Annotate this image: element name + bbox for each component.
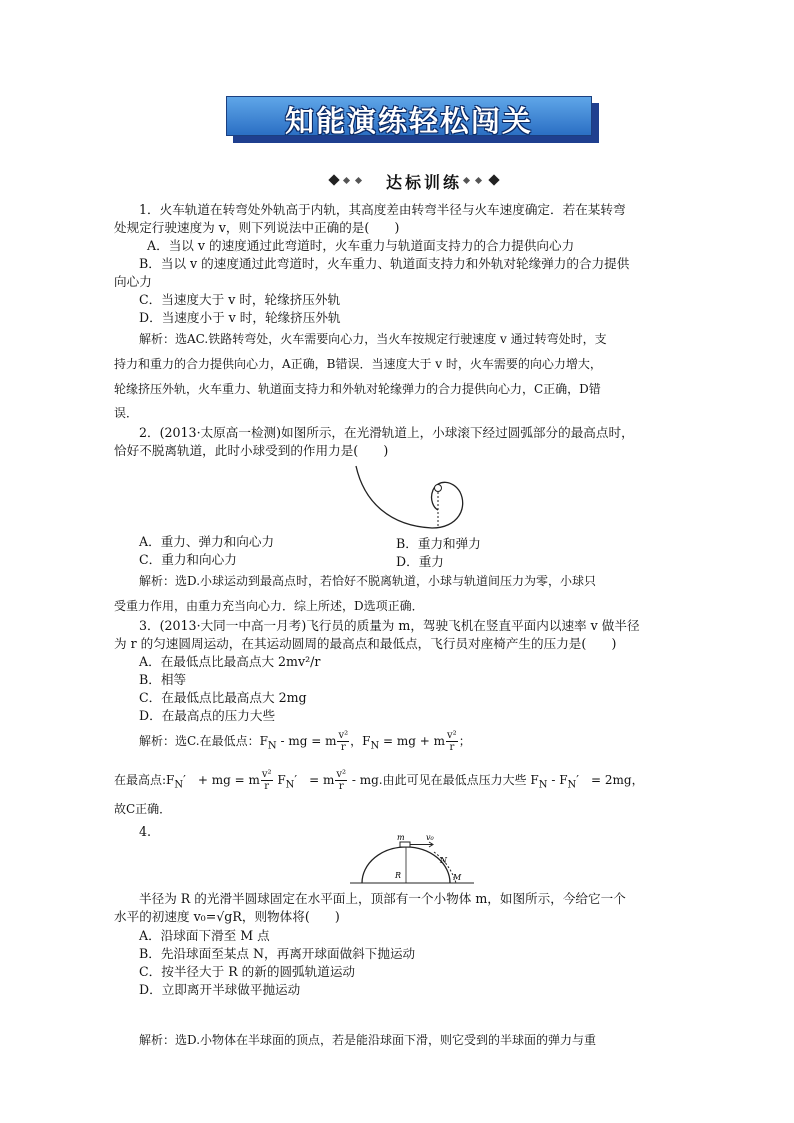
q1-option-b-line2: 向心力 [114,274,152,289]
q4-option-a: A．沿球面下滑至 M 点 [139,928,270,943]
q3-option-a: A．在最低点比最高点大 2mv²/r [139,654,321,669]
section-header [330,170,500,192]
subscript: N [267,740,277,752]
fraction-numerator: v² [261,769,272,780]
q1-explanation-line3: 轮缘挤压外轨，火车重力、轨道面支持力和外轨对轮缘弹力的合力提供向心力，C正确，D错 [114,382,601,396]
q2-option-d: D．重力 [396,554,444,569]
label-n: N [440,856,447,865]
q2-option-c: C．重力和向心力 [139,552,237,567]
fraction-denominator: r [449,742,455,753]
fraction [261,769,273,792]
q3-option-b: B．相等 [139,672,187,687]
fraction [446,730,458,753]
exp-text: = mg + m [379,734,446,748]
diamond-icon [488,174,499,185]
fraction-denominator: r [264,781,270,792]
q2-stem-line2: 恰好不脱离轨道，此时小球受到的作用力是( ) [114,443,389,458]
block-icon [400,842,410,847]
label-r: R [395,871,402,880]
q1-option-b-line1: B．当以 v 的速度通过此弯道时，火车重力、轨道面支持力和外轨对轮缘弹力的合力提供 [139,256,630,271]
q2-explanation-line2: 受重力作用，由重力充当向心力．综上所述，D选项正确． [114,599,424,613]
exp-text: ，F [350,734,371,748]
q4-stem-line1: 半径为 R 的光滑半圆球固定在水平面上，顶部有一个小物体 m，如图所示，今给它一个 [139,891,626,906]
diamond-small-icon [475,177,482,184]
q4-explanation-line1: 解析：选D.小物体在半球面的顶点，若是能沿球面下滑，则它受到的半球面的弹力与重 [139,1033,597,1047]
q3-stem-line1: 3．(2013·大同一中高一月考)飞行员的质量为 m，驾驶飞机在竖直平面内以速率 v 做半径 [139,618,640,633]
q3-explanation-line3: 故C正确． [114,802,172,816]
q4-number: 4. [139,824,152,839]
subscript: N [567,779,577,791]
fraction-numerator: v² [338,730,349,741]
q1-option-a: A．当以 v 的速度通过此弯道时，火车重力与轨道面支持力的合力提供向心力 [147,238,575,253]
subscript: N [285,779,295,791]
fraction-denominator: r [340,742,346,753]
fraction-numerator: v² [447,730,457,741]
q3-option-c: C．在最低点比最高点大 2mg [139,690,307,705]
q1-stem-line1: 1．火车轨道在转弯处外轨高于内轨，其高度差由转弯半径与火车速度确定．若在某转弯 [139,202,626,217]
exp-text: ′ = 2mg， [576,773,644,787]
diamond-small-icon [355,177,362,184]
fraction [337,730,349,753]
exp-text: ′ + mg = m [183,773,260,787]
diamond-small-icon [343,177,350,184]
q2-stem-line1: 2．(2013·太原高一检测)如图所示，在光滑轨道上，小球滚下经过圆弧部分的最高点时， [139,425,634,440]
q1-explanation-line2: 持力和重力的合力提供向心力，A正确，B错误．当速度大于 v 时，火车需要的向心力增大， [114,357,602,371]
q3-explanation-line1 [139,730,471,755]
exp-text: 在最高点:F [114,773,175,787]
q2-option-a: A．重力、弹力和向心力 [139,534,275,549]
q4-option-d: D．立即离开半球做平抛运动 [139,982,301,997]
fraction-denominator: r [338,781,344,792]
diamond-icon [328,174,339,185]
subscript: N [538,779,548,791]
q2-explanation-line1: 解析：选D.小球运动到最高点时，若恰好不脱离轨道，小球与轨道间压力为零，小球只 [139,574,597,588]
fraction-numerator: v² [336,769,347,780]
exp-text: - mg.由此可见在最低点压力大些 F [348,773,539,787]
exp-text: ′ = m [294,773,335,787]
loop-track-path [356,466,463,528]
label-m: m [397,833,405,842]
q3-explanation-line2 [114,769,644,794]
exp-text: - F [547,773,568,787]
q4-stem-line2: 水平的初速度 v₀=√gR，则物体将( ) [114,909,340,924]
q1-explanation-line4: 误． [114,406,139,420]
q3-option-d: D．在最高点的压力大些 [139,708,276,723]
q4-option-b: B．先沿球面至某点 N，再离开球面做斜下抛运动 [139,946,416,961]
loop-track-figure [350,462,470,532]
subscript: N [370,740,380,752]
page-title: 知能演练轻松闯关 [284,104,533,138]
exp-text: - mg = m [276,734,337,748]
ball-icon [435,485,442,492]
label-m-point: M [453,873,462,882]
fraction [335,769,347,792]
title-banner [226,96,596,140]
q1-option-c: C．当速度大于 v 时，轮缘挤压外轨 [139,292,341,307]
q1-stem-line2: 处规定行驶速度为 v，则下列说法中正确的是( ) [114,220,400,235]
subscript: N [174,779,184,791]
label-v0: v₀ [426,833,434,842]
section-label: 达标训练 [386,173,463,192]
hemisphere-figure [350,833,480,888]
exp-text: F [273,773,286,787]
q1-explanation-line1: 解析：选AC.铁路转弯处，火车需要向心力，当火车按规定行驶速度 v 通过转弯处时，支 [139,332,607,346]
q4-option-c: C．按半径大于 R 的新的圆弧轨道运动 [139,964,356,979]
q3-stem-line2: 为 r 的匀速圆周运动，在其运动圆周的最高点和最低点，飞行员对座椅产生的压力是( ) [114,636,617,651]
exp-text: ； [458,734,471,748]
diamond-small-icon [463,177,470,184]
q1-option-d: D．当速度小于 v 时，轮缘挤压外轨 [139,310,341,325]
q2-option-b: B．重力和弹力 [396,536,481,551]
exp-text: 解析：选C.在最低点：F [139,734,268,748]
